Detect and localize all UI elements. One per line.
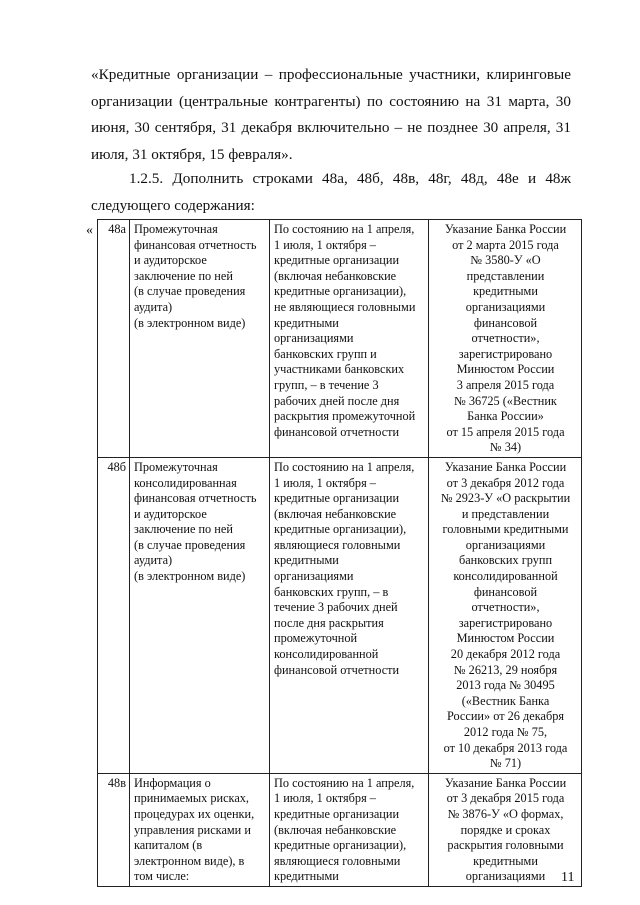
table-row-48a [98,220,582,458]
row-number: 48а [98,220,130,458]
deadline-cell: По состоянию на 1 апреля, 1 июля, 1 октября – кредитные организации (включая небанковские кредитные организации), не являющиеся головными кредитными организациями банковских групп и участниками банковских групп, – в течение 3 рабочих дней после дня раскрытия промежуточной финансовой отчетности [270,220,429,458]
page-number: 11 [561,870,575,885]
report-name-cell: Промежуточная консолидированная финансовая отчетность и аудиторское заключение по ней (в случае проведения аудита) (в электронном виде) [130,457,270,773]
row-number: 48в [98,773,130,886]
table-row-48b [98,457,582,773]
report-name-cell: Промежуточная финансовая отчетность и аудиторское заключение по ней (в случае проведения аудита) (в электронном виде) [130,220,270,458]
deadline-cell: По состоянию на 1 апреля, 1 июля, 1 октября – кредитные организации (включая небанковские кредитные организации), являющиеся головными кредитными организациями банковских групп, – в течение 3 рабочих дней после дня раскрытия промежуточной консолидированной финансовой отчетности [270,457,429,773]
report-name-cell: Информация о принимаемых рисках, процедурах их оценки, управления рисками и капиталом (в электронном виде), в том числе: [130,773,270,886]
paragraph-quoted-deadlines: «Кредитные организации – профессиональные участники, клиринговые организации (центральные контрагенты) по состоянию на 31 марта, 30 июня, 30 сентября, 31 декабря включительно – не позднее 30 апреля, 31 июля, 31 октября, 15 февраля». [91,66,571,163]
table-row-48v [98,773,582,886]
deadline-cell: По состоянию на 1 апреля, 1 июля, 1 октября – кредитные организации (включая небанковские кредитные организации), являющиеся головными кредитными [270,773,429,886]
paragraph-section-1-2-5 [91,166,571,219]
reporting-table [97,219,582,887]
legal-basis-cell: Указание Банка России от 2 марта 2015 года № 3580-У «О представлении кредитными организациями финансовой отчетности», зарегистрировано Минюстом России 3 апреля 2015 года № 36725 («Вестник Банка России» от 15 апреля 2015 года № 34) [429,220,582,458]
table-opening-quote: « [86,223,93,238]
legal-basis-cell: Указание Банка России от 3 декабря 2012 года № 2923-У «О раскрытии и представлении головными кредитными организациями банковских групп консолидированной финансовой отчетности», зарегистрировано Минюстом России 20 декабря 2012 года № 26213, 29 ноября 2013 года № 30495 («Вестник Банка России» от 26 декабря 2012 года № 75, от 10 декабря 2013 года № 71) [429,457,582,773]
legal-basis-cell: Указание Банка России от 3 декабря 2015 года № 3876-У «О формах, порядке и сроках раскрытия головными кредитными организациями [429,773,582,886]
paragraph-section-1-2-5-text: 1.2.5. Дополнить строками 48а, 48б, 48в, 48г, 48д, 48е и 48ж следующего содержания: [91,170,571,214]
row-number: 48б [98,457,130,773]
